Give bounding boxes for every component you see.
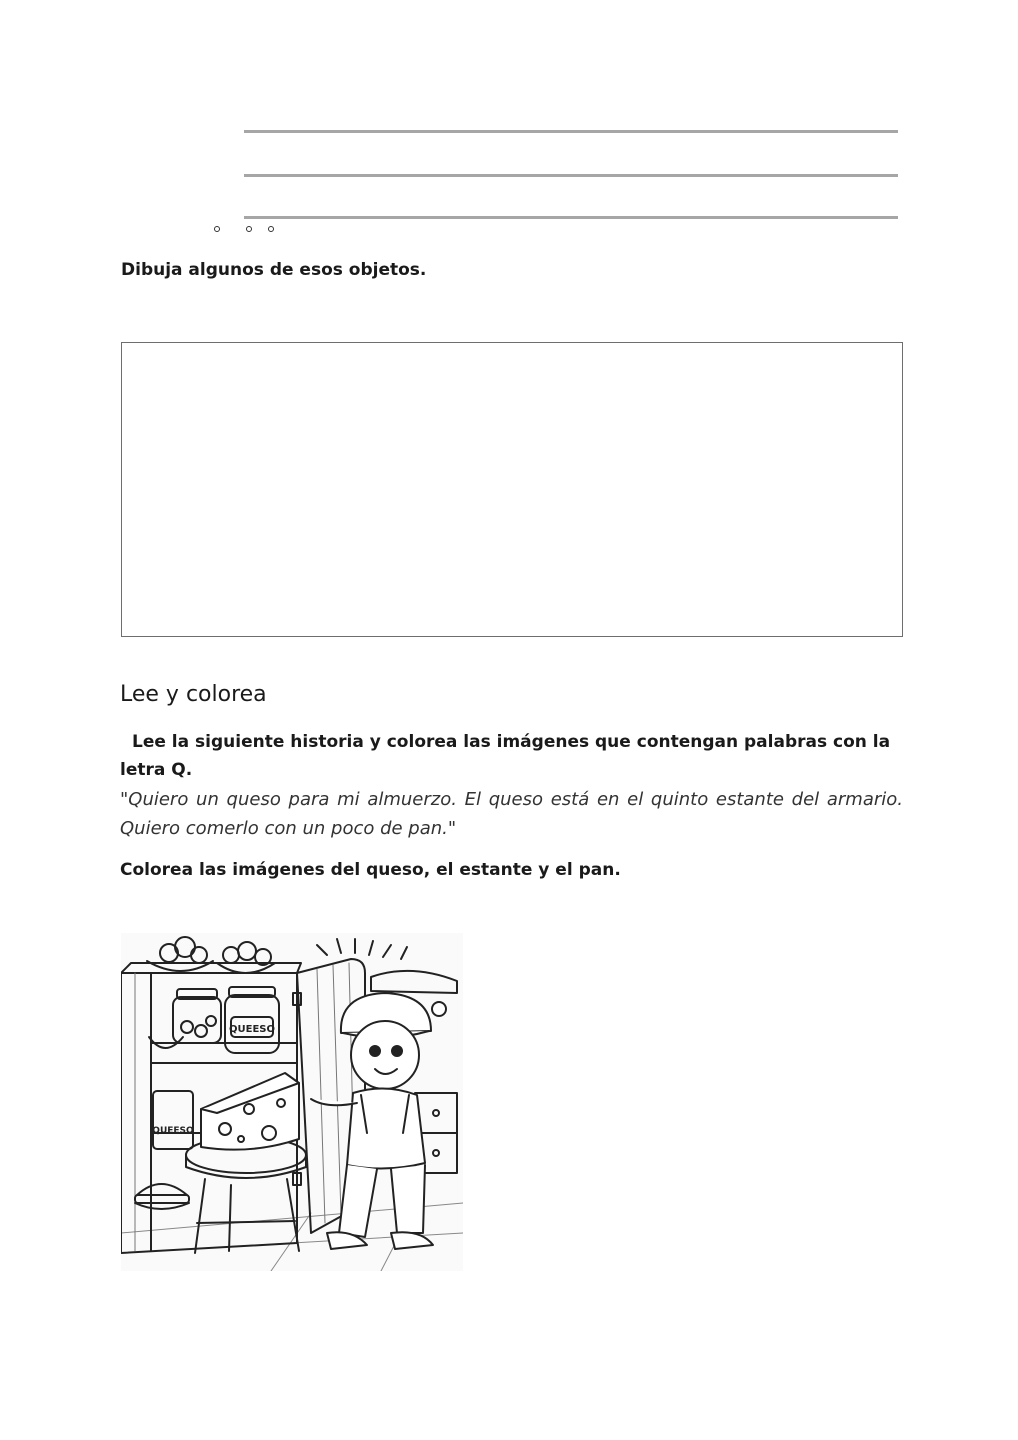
jar-queso-label: QUEESO [229,1024,275,1035]
box-queso-label: QUEESO [152,1126,194,1136]
section-title: Lee y colorea [120,682,267,707]
bullet-dot-3 [268,226,274,232]
bullet-dot-2 [246,226,252,232]
drawing-box[interactable] [121,342,903,637]
story-text: "Quiero un queso para mi almuerzo. El queso está en el quinto estante del armario. Quiero comerlo con un poco de pan." [120,789,903,839]
bullet-dot-1 [214,226,220,232]
writing-line-2 [244,174,898,177]
writing-line-3 [244,216,898,219]
writing-line-1 [244,130,898,133]
coloring-illustration[interactable] [121,933,463,1271]
instruction-read: Lee la siguiente historia y colorea las imágenes que contengan palabras con la letra Q. [120,732,891,780]
instruction-color: Colorea las imágenes del queso, el estante y el pan. [120,860,621,880]
instruction-draw: Dibuja algunos de esos objetos. [121,260,427,280]
